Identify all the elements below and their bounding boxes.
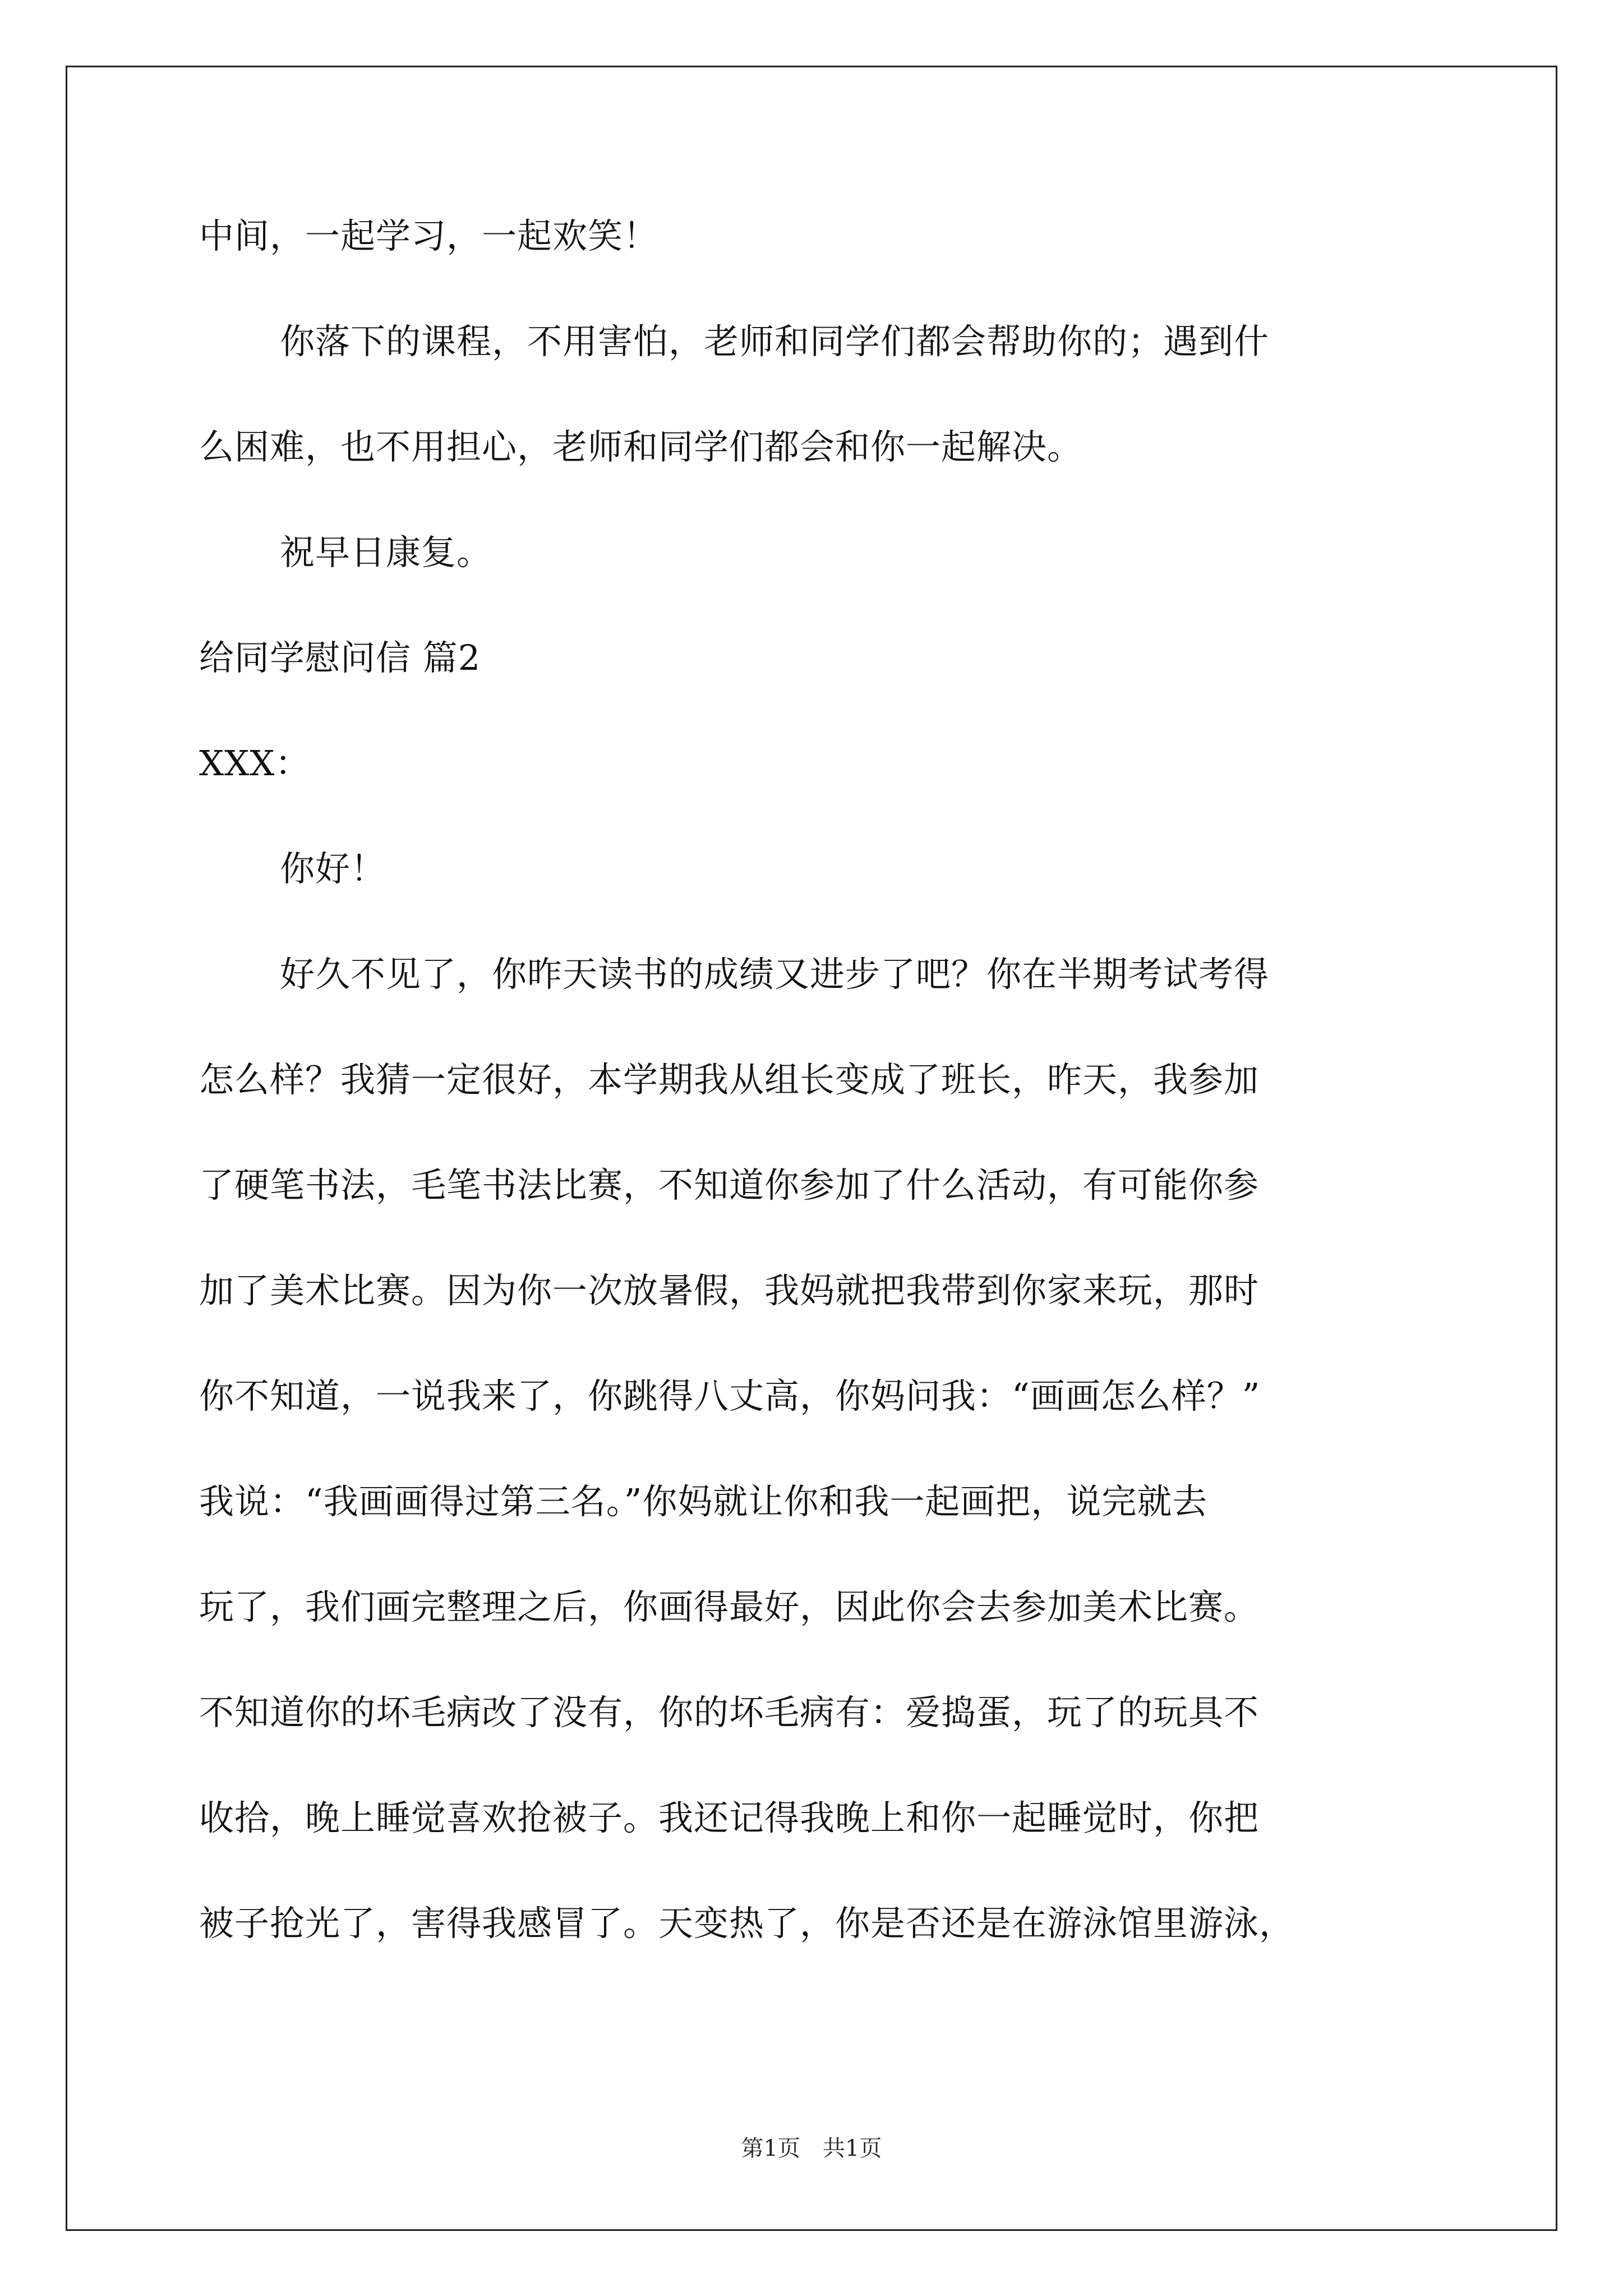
section-heading: 给同学慰问信 篇2 [199, 637, 481, 678]
text-line: 你落下的课程，不用害怕，老师和同学们都会帮助你的；遇到什 [280, 321, 1270, 362]
page-footer: 第1页 共1页 [741, 2136, 882, 2161]
text-line: 了硬笔书法，毛笔书法比赛，不知道你参加了什么活动，有可能你参 [199, 1165, 1260, 1205]
text-line: 收拾，晚上睡觉喜欢抢被子。我还记得我晚上和你一起睡觉时，你把 [199, 1797, 1260, 1838]
text-line: 好久不见了，你昨天读书的成绩又进步了吧？你在半期考试考得 [280, 954, 1270, 995]
greeting: 你好！ [280, 848, 386, 889]
document-body [199, 215, 1433, 2012]
text-line: 不知道你的坏毛病改了没有，你的坏毛病有：爱捣蛋，玩了的玩具不 [199, 1692, 1260, 1733]
text-line: 你不知道，一说我来了，你跳得八丈高，你妈问我：“画画怎么样？” [199, 1375, 1261, 1416]
closing-wish: 祝早日康复。 [280, 532, 492, 573]
text-line: 加了美术比赛。因为你一次放暑假，我妈就把我带到你家来玩，那时 [199, 1270, 1260, 1311]
text-line: 么困难，也不用担心，老师和同学们都会和你一起解决。 [199, 426, 1083, 467]
salutation: XXX： [199, 743, 311, 784]
text-line: 我说：“我画画得过第三名。”你妈就让你和我一起画把，说完就去 [199, 1481, 1208, 1522]
text-line: 怎么样？我猜一定很好，本学期我从组长变成了班长，昨天，我参加 [199, 1059, 1260, 1100]
text-line: 玩了，我们画完整理之后，你画得最好，因此你会去参加美术比赛。 [199, 1586, 1260, 1627]
text-line: 被子抢光了，害得我感冒了。天变热了，你是否还是在游泳馆里游泳， [199, 1903, 1295, 1944]
text-line: 中间，一起学习，一起欢笑！ [199, 215, 659, 256]
